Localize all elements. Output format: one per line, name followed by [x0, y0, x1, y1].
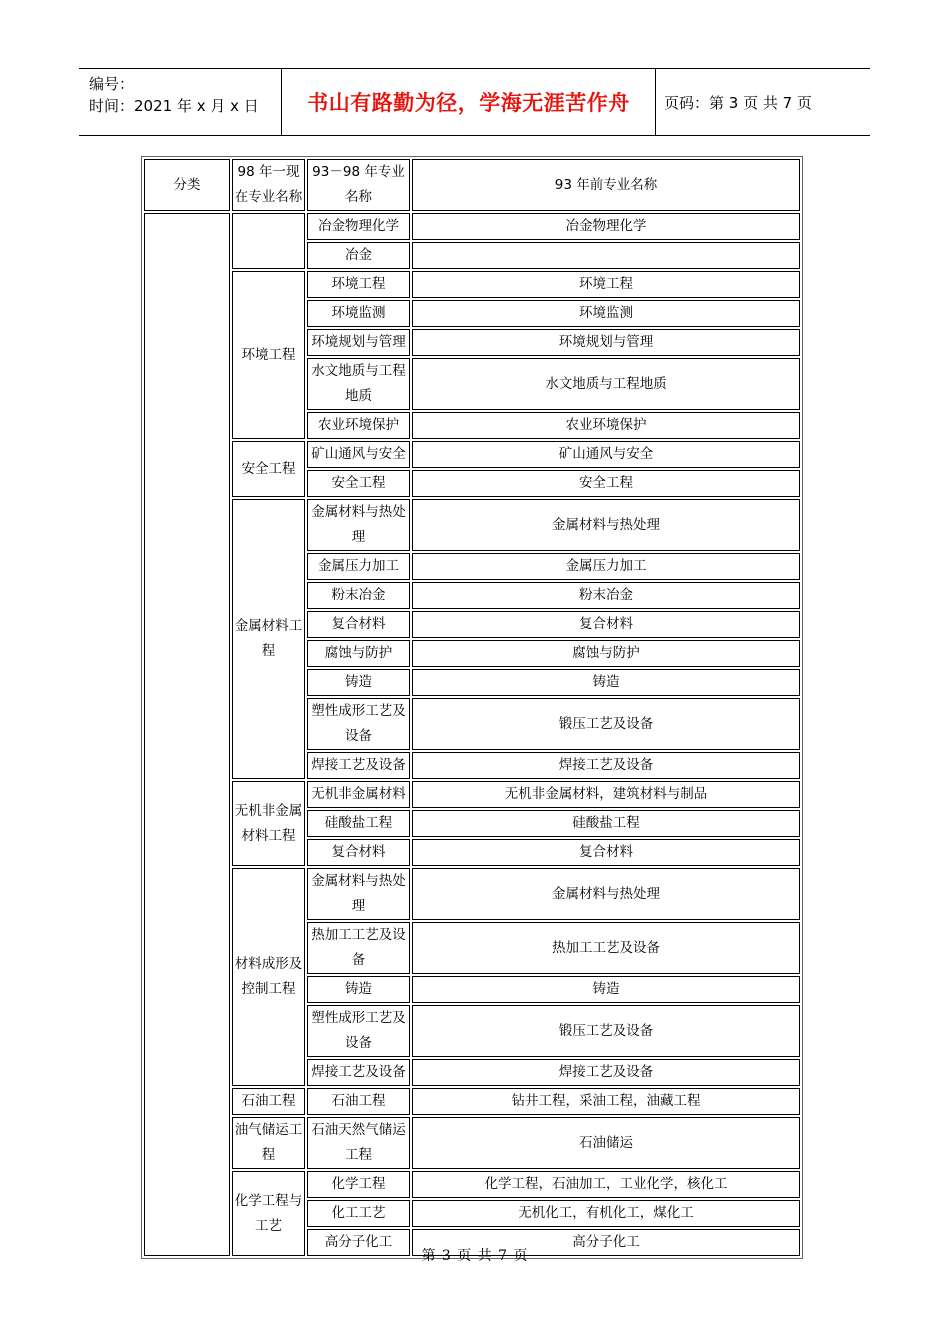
major-93-98: 腐蚀与防护: [307, 640, 410, 667]
header-col93-98: 93－98 年专业名称: [307, 159, 410, 211]
major-pre93: 高分子化工: [412, 1229, 800, 1256]
major-93-98: 塑性成形工艺及设备: [307, 698, 410, 750]
major-pre93: 无机化工，有机化工，煤化工: [412, 1200, 800, 1227]
major-93-98: 石油天然气储运工程: [307, 1117, 410, 1169]
major-pre93: 金属材料与热处理: [412, 868, 800, 920]
table-row: [144, 441, 800, 468]
major-pre93: 化学工程，石油加工，工业化学，核化工: [412, 1171, 800, 1198]
major-pre93: 石油储运: [412, 1117, 800, 1169]
table-row: [144, 499, 800, 551]
major-93-98: 金属压力加工: [307, 553, 410, 580]
major-93-98: 农业环境保护: [307, 412, 410, 439]
major-pre93: 环境规划与管理: [412, 329, 800, 356]
major-93-98: 金属材料与热处理: [307, 868, 410, 920]
group-safety: 安全工程: [232, 441, 305, 497]
doc-time-label: 时间：2021 年 x 月 x 日: [89, 97, 259, 115]
group-chemical: 化学工程与工艺: [232, 1171, 305, 1256]
major-93-98: 复合材料: [307, 839, 410, 866]
major-93-98: 石油工程: [307, 1088, 410, 1115]
major-pre93: 环境监测: [412, 300, 800, 327]
page-header: [79, 68, 870, 136]
header-col98: 98 年一现在专业名称: [232, 159, 305, 211]
major-93-98: 高分子化工: [307, 1229, 410, 1256]
major-pre93: 冶金物理化学: [412, 213, 800, 240]
group-oil: 石油工程: [232, 1088, 305, 1115]
header-page-label: 页码：第 3 页 共 7 页: [664, 93, 812, 112]
table-row: [144, 868, 800, 920]
major-pre93: 焊接工艺及设备: [412, 1059, 800, 1086]
major-pre93: [412, 242, 800, 269]
major-93-98: 热加工工艺及设备: [307, 922, 410, 974]
header-col93: 93 年前专业名称: [412, 159, 800, 211]
group-pipeline: 油气储运工程: [232, 1117, 305, 1169]
major-pre93: 热加工工艺及设备: [412, 922, 800, 974]
major-pre93: 水文地质与工程地质: [412, 358, 800, 410]
major-pre93: 环境工程: [412, 271, 800, 298]
major-pre93: 金属压力加工: [412, 553, 800, 580]
table-row: [144, 1088, 800, 1115]
group-env: 环境工程: [232, 271, 305, 439]
major-93-98: 水文地质与工程地质: [307, 358, 410, 410]
major-93-98: 金属材料与热处理: [307, 499, 410, 551]
doc-code-label: 编号：: [89, 75, 135, 93]
major-93-98: 焊接工艺及设备: [307, 752, 410, 779]
major-93-98: 铸造: [307, 976, 410, 1003]
group-metal: 金属材料工程: [232, 499, 305, 779]
major-93-98: 塑性成形工艺及设备: [307, 1005, 410, 1057]
major-pre93: 复合材料: [412, 611, 800, 638]
header-category: 分类: [144, 159, 230, 211]
major-pre93: 腐蚀与防护: [412, 640, 800, 667]
major-93-98: 安全工程: [307, 470, 410, 497]
major-pre93: 无机非金属材料，建筑材料与制品: [412, 781, 800, 808]
table-row: [144, 781, 800, 808]
major-pre93: 矿山通风与安全: [412, 441, 800, 468]
major-pre93: 粉末冶金: [412, 582, 800, 609]
major-pre93: 铸造: [412, 669, 800, 696]
major-93-98: 冶金: [307, 242, 410, 269]
major-93-98: 化学工程: [307, 1171, 410, 1198]
major-pre93: 焊接工艺及设备: [412, 752, 800, 779]
major-pre93: 锻压工艺及设备: [412, 698, 800, 750]
major-93-98: 粉末冶金: [307, 582, 410, 609]
header-motto: 书山有路勤为径，学海无涯苦作舟: [282, 69, 656, 135]
majors-table: [141, 156, 803, 1259]
major-pre93: 铸造: [412, 976, 800, 1003]
major-pre93: 安全工程: [412, 470, 800, 497]
table-row: [144, 213, 800, 240]
majors-table-wrapper: [141, 156, 803, 1259]
major-93-98: 环境规划与管理: [307, 329, 410, 356]
header-meta: [79, 69, 282, 135]
table-row: [144, 1117, 800, 1169]
page-footer: 第 3 页 共 7 页: [421, 1248, 529, 1264]
major-pre93: 金属材料与热处理: [412, 499, 800, 551]
table-header-row: [144, 159, 800, 211]
major-93-98: 无机非金属材料: [307, 781, 410, 808]
major-93-98: 铸造: [307, 669, 410, 696]
major-pre93: 农业环境保护: [412, 412, 800, 439]
group-inorganic: 无机非金属材料工程: [232, 781, 305, 866]
major-93-98: 硅酸盐工程: [307, 810, 410, 837]
major-93-98: 焊接工艺及设备: [307, 1059, 410, 1086]
major-93-98: 化工工艺: [307, 1200, 410, 1227]
table-row: [144, 271, 800, 298]
major-93-98: 矿山通风与安全: [307, 441, 410, 468]
major-93-98: 复合材料: [307, 611, 410, 638]
major-pre93: 复合材料: [412, 839, 800, 866]
group-cell-empty: [232, 213, 305, 269]
major-pre93: 硅酸盐工程: [412, 810, 800, 837]
major-93-98: 环境监测: [307, 300, 410, 327]
table-row: [144, 1171, 800, 1198]
major-pre93: 钻井工程，采油工程，油藏工程: [412, 1088, 800, 1115]
group-forming: 材料成形及控制工程: [232, 868, 305, 1086]
major-93-98: 环境工程: [307, 271, 410, 298]
category-cell: [144, 213, 230, 1256]
major-93-98: 冶金物理化学: [307, 213, 410, 240]
major-pre93: 锻压工艺及设备: [412, 1005, 800, 1057]
